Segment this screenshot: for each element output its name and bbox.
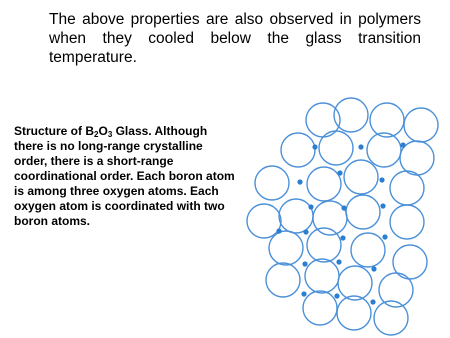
- oxygen-atom: [319, 131, 353, 165]
- structure-caption: [14, 124, 236, 229]
- boron-atom: [337, 170, 342, 175]
- oxygen-atoms: [247, 98, 438, 335]
- intro-paragraph: The above properties are also observed in polymers when they cooled below the glass transition temperature.: [49, 11, 421, 66]
- oxygen-atom: [346, 195, 380, 229]
- oxygen-atom: [307, 167, 341, 201]
- boron-atom: [336, 259, 341, 264]
- oxygen-atom: [344, 160, 378, 194]
- oxygen-atom: [269, 231, 303, 265]
- oxygen-atom: [367, 133, 401, 167]
- oxygen-atom: [281, 133, 315, 167]
- caption-oxygen: O: [98, 124, 108, 138]
- boron-atom: [303, 229, 308, 234]
- boron-atom: [341, 205, 346, 210]
- oxygen-atom: [393, 245, 427, 279]
- boron-atom: [400, 142, 405, 147]
- oxygen-atom: [337, 296, 371, 330]
- oxygen-atom: [247, 204, 281, 238]
- oxygen-atom: [279, 199, 313, 233]
- oxygen-atom: [390, 205, 424, 239]
- caption-rest: Glass. Although there is no long-range crystalline order, there is a short-range coordinational order. Each boron atom is among three oxygen atoms. Each oxygen atom is coordinated with two boron atoms.: [14, 124, 235, 228]
- boron-atom: [301, 291, 306, 296]
- oxygen-atom: [266, 263, 300, 297]
- boron-atom: [358, 144, 363, 149]
- boron-atom: [276, 228, 281, 233]
- oxygen-atom: [305, 259, 339, 293]
- boron-atom: [379, 177, 384, 182]
- boron-atom: [380, 203, 385, 208]
- boron-atom: [308, 204, 313, 209]
- caption-subscript-boron: 2: [94, 130, 99, 139]
- oxygen-atom: [313, 201, 347, 235]
- oxygen-atom: [404, 108, 438, 142]
- oxygen-atom: [255, 166, 289, 200]
- oxygen-atom: [390, 171, 424, 205]
- boron-atom: [334, 293, 339, 298]
- caption-prefix: Structure of B: [14, 124, 95, 138]
- oxygen-atom: [338, 266, 372, 300]
- boron-atom: [371, 266, 376, 271]
- caption-subscript-oxygen: 3: [107, 130, 113, 139]
- boron-atom: [297, 179, 302, 184]
- boron-atom: [382, 234, 387, 239]
- oxygen-atom: [307, 228, 341, 262]
- oxygen-atom: [370, 103, 404, 137]
- boron-atom: [302, 261, 307, 266]
- b2o3-glass-structure-diagram: [242, 96, 450, 338]
- boron-atom: [340, 235, 345, 240]
- oxygen-atom: [303, 291, 337, 325]
- boron-atom: [312, 144, 317, 149]
- oxygen-atom: [351, 233, 385, 267]
- boron-atom: [370, 299, 375, 304]
